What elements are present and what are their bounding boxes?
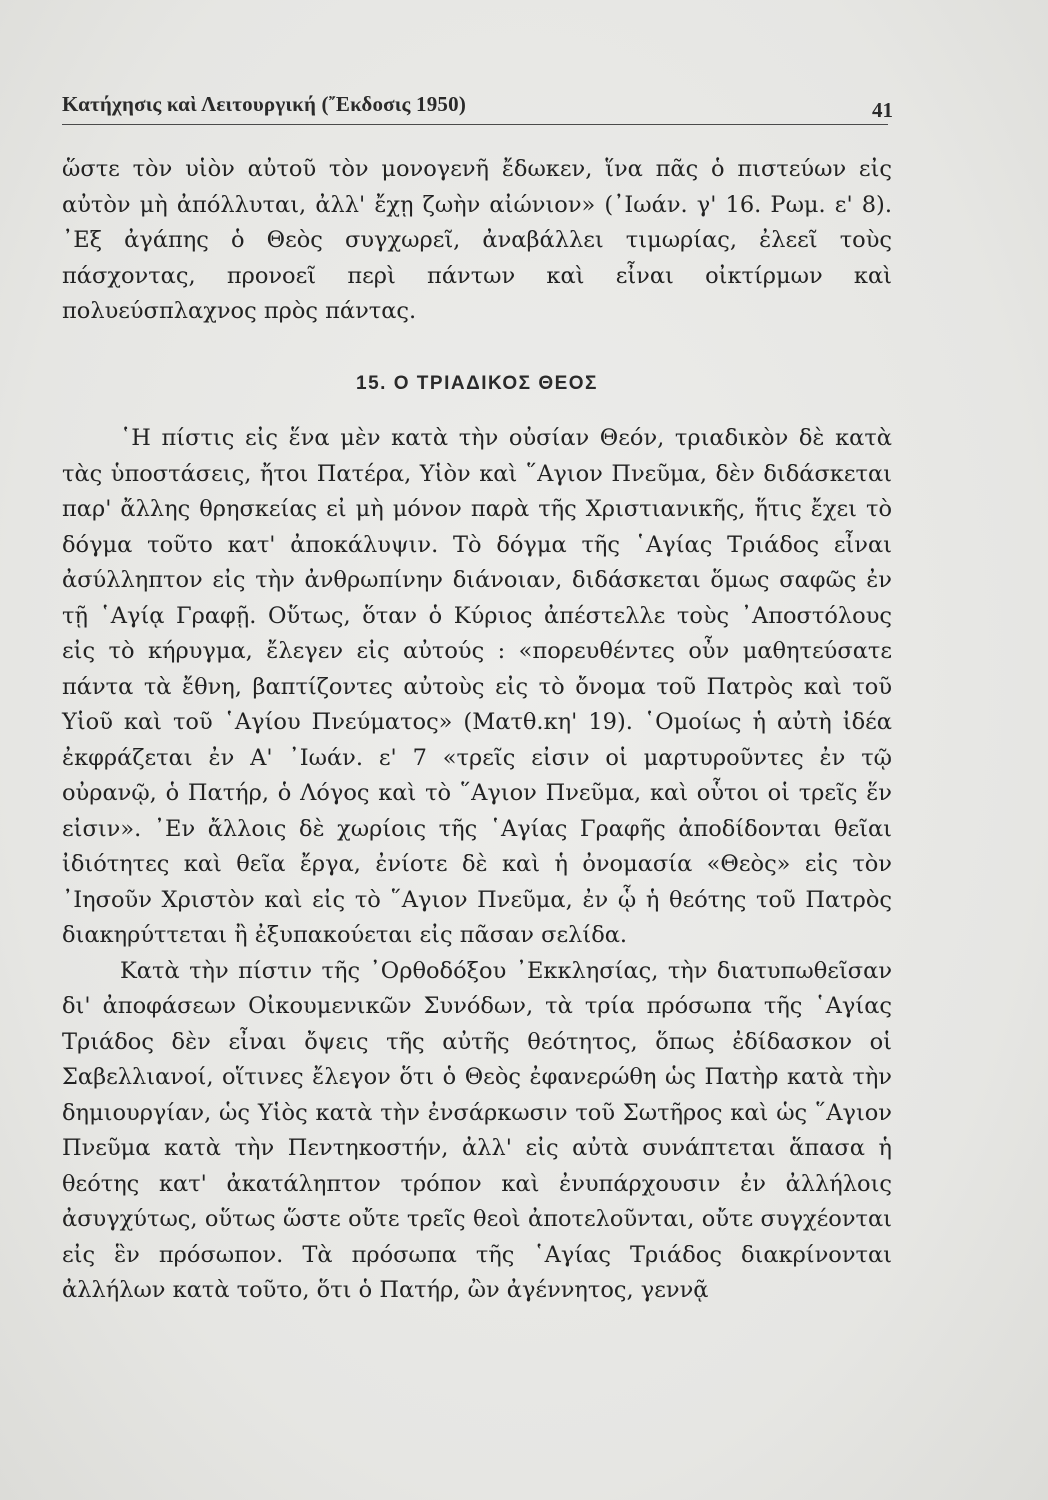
page-number: 41 [872, 98, 893, 122]
running-header [62, 90, 888, 125]
body-text [62, 152, 892, 1309]
header-title: Κατήχησις καὶ Λειτουργική (῎Εκδοσις 1950) [62, 92, 467, 116]
section-paragraph-2: Κατὰ τὴν πίστιν τῆς ᾽Ορθοδόξου ᾽Εκκλησίας, τὴν διατυπωθεῖσαν δι' ἀποφάσεων Οἰκουμενικῶν Συνόδων, τὰ τρία πρόσωπα τῆς ῾Αγίας Τριάδος δὲν εἶναι ὄψεις τῆς αὐτῆς θεότητος, ὅπως ἐδίδασκον οἱ Σαβελλιανοί, οἵτινες ἔλεγον ὅτι ὁ Θεὸς ἐφανερώθη ὡς Πατὴρ κατὰ τὴν δημιουργίαν, ὡς Υἱὸς κατὰ τὴν ἐνσάρκωσιν τοῦ Σωτῆρος καὶ ὡς ῞Αγιον Πνεῦμα κατὰ τὴν Πεντηκοστήν, ἀλλ' εἰς αὐτὰ συνάπτεται ἅπασα ἡ θεότης κατ' ἀκατάληπτον τρόπον καὶ ἐνυπάρχουσιν ἐν ἀλλήλοις ἀσυγχύτως, οὕτως ὥστε οὔτε τρεῖς θεοὶ ἀποτελοῦνται, οὔτε συγχέονται εἰς ἓν πρόσωπον. Τὰ πρόσωπα τῆς ῾Αγίας Τριάδος διακρίνονται ἀλλήλων κατὰ τοῦτο, ὅτι ὁ Πατήρ, ὢν ἀγέννητος, γεννᾷ [62, 957, 892, 1303]
continuation-paragraph: ὥστε τὸν υἱὸν αὐτοῦ τὸν μονογενῆ ἔδωκεν, ἵνα πᾶς ὁ πιστεύων εἰς αὐτὸν μὴ ἀπόλλυται, ἀλλ' ἔχῃ ζωὴν αἰώνιον» (᾽Ιωάν. γ' 16. Ρωμ. ε' 8). ᾽Εξ ἀγάπης ὁ Θεὸς συγχωρεῖ, ἀναβάλλει τιμωρίας, ἐλεεῖ τοὺς πάσχοντας, προνοεῖ περὶ πάντων καὶ εἶναι οἰκτίρμων καὶ πολυεύσπλαχνος πρὸς πάντας. [62, 156, 892, 324]
section-heading: 15. Ο ΤΡΙΑΔΙΚΟΣ ΘΕΟΣ [356, 372, 598, 394]
section-paragraph-1: ῾Η πίστις εἰς ἕνα μὲν κατὰ τὴν οὐσίαν Θεόν, τριαδικὸν δὲ κατὰ τὰς ὑποστάσεις, ἤτοι Πατέρα, Υἱὸν καὶ ῞Αγιον Πνεῦμα, δὲν διδάσκεται παρ' ἄλλης θρησκείας εἰ μὴ μόνον παρὰ τῆς Χριστιανικῆς, ἥτις ἔχει τὸ δόγμα τοῦτο κατ' ἀποκάλυψιν. Τὸ δόγμα τῆς ῾Αγίας Τριάδος εἶναι ἀσύλληπτον εἰς τὴν ἀνθρωπίνην διάνοιαν, διδάσκεται ὅμως σαφῶς ἐν τῇ ῾Αγίᾳ Γραφῇ. Οὕτως, ὅταν ὁ Κύριος ἀπέστελλε τοὺς ᾽Αποστόλους εἰς τὸ κήρυγμα, ἔλεγεν εἰς αὐτούς : «πορευθέντες οὖν μαθητεύσατε πάντα τὰ ἔθνη, βαπτίζοντες αὐτοὺς εἰς τὸ ὄνομα τοῦ Πατρὸς καὶ τοῦ Υἱοῦ καὶ τοῦ ῾Αγίου Πνεύματος» (Ματθ.κη' 19). ῾Ομοίως ἡ αὐτὴ ἰδέα ἐκφράζεται ἐν Α' ᾽Ιωάν. ε' 7 «τρεῖς εἰσιν οἱ μαρτυροῦντες ἐν τῷ οὐρανῷ, ὁ Πατήρ, ὁ Λόγος καὶ τὸ ῞Αγιον Πνεῦμα, καὶ οὗτοι οἱ τρεῖς ἕν εἰσιν». ᾽Εν ἄλλοις δὲ χωρίοις τῆς ῾Αγίας Γραφῆς ἀποδίδονται θεῖαι ἰδιότητες καὶ θεῖα ἔργα, ἐνίοτε δὲ καὶ ἡ ὀνομασία «Θεὸς» εἰς τὸν ᾽Ιησοῦν Χριστὸν καὶ εἰς τὸ ῞Αγιον Πνεῦμα, ἐν ᾧ ἡ θεότης τοῦ Πατρὸς διακηρύττεται ἢ ἐξυπακούεται εἰς πᾶσαν σελίδα. [62, 425, 892, 948]
